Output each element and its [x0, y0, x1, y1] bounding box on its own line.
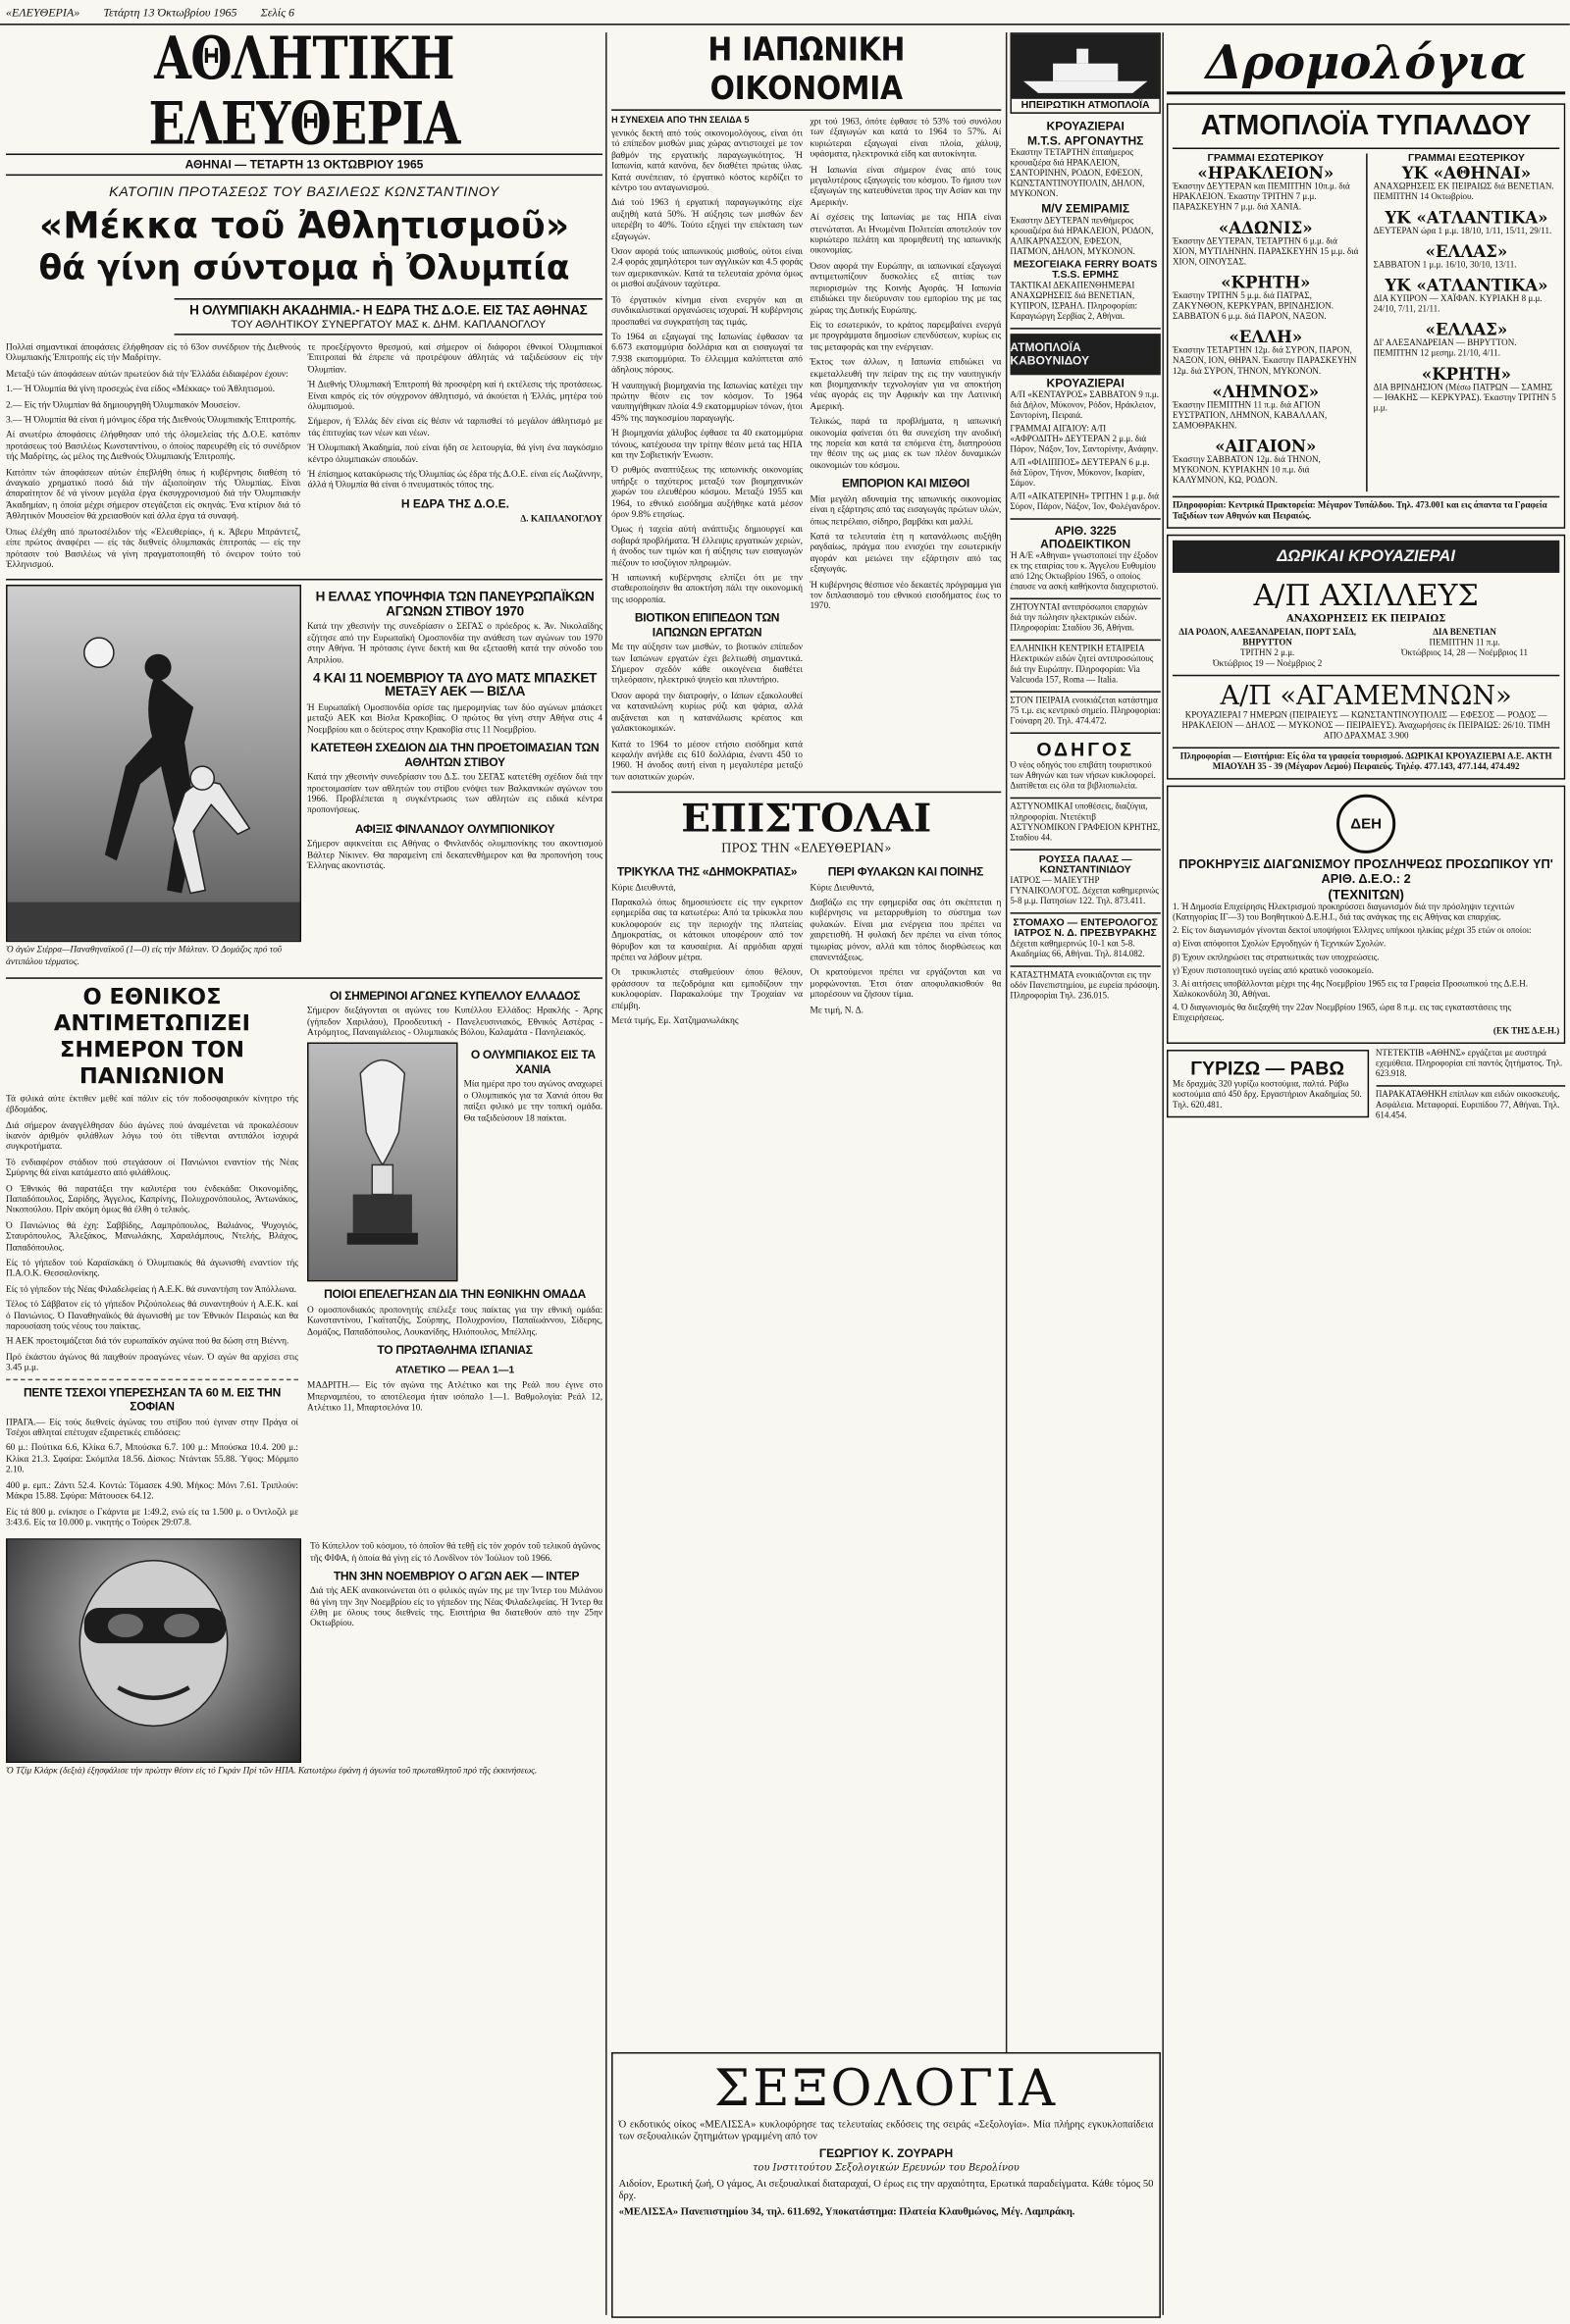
sub-edra: Η ΕΔΡΑ ΤΗΣ Δ.Ο.Ε.: [400, 496, 509, 511]
masthead-date: Τετάρτη 13 Όκτωβρίου 1965: [103, 5, 237, 19]
japan-col1-paragraph: Τό έργατικόν κίνημα είναι ενεργόν και αι συνδικαλιστικαί οργανώσεις ισχυραί. Ή κυβέρνησις προσπαθεί να συγκρατήση τας τιμάς.: [611, 294, 803, 328]
aek-inter-text: Διά τής ΑΕΚ ανακοινώνεται ότι ο φιλικός αγών της με την Ίντερ του Μιλάνου θά γίνη την 3ην Νοεμβρίου είς το γήπεδον της Νέας Φιλαδελφείας. Ή Ίντερ θα έλθη με όλους τους διεθνείς της. Εισιτήρια θα διατεθούν από την 25ην Οκτωβρίου.: [310, 1585, 603, 1629]
doriki-logo: [1173, 541, 1559, 573]
cup-heading: ΟΙ ΣΗΜΕΡΙΝΟΙ ΑΓΩΝΕΣ ΚΥΠΕΛΛΟΥ ΕΛΛΑΔΟΣ: [329, 988, 581, 1003]
letter-topic-2: ΠΕΡΙ ΦΥΛΑΚΩΝ ΚΑΙ ΠΟΙΝΗΣ: [827, 865, 984, 879]
route-entry: [1374, 365, 1560, 415]
route-ship-name: «ΚΡΗΤΗ»: [1421, 364, 1512, 385]
panionios-paragraph: Τά φιλικά αύτε έκτιθεν μεθέ καί πάλιν είς τόν ποδοσφαιρικόν κίνητρο τής έβδομάδος.: [6, 1093, 299, 1115]
dei-clause-paragraph: α) Είναι απόφοιτοι Σχολών Εργοδηγών ή Τεχνικών Σχολών.: [1172, 940, 1387, 950]
panionios-paragraph: Τό ενδιαφέρον στάδιον πού στεγάσουν οί Πανιώνιοι εναντίον τής Νέας Σμύρνης θά είναι κατάμεστο από φιλάθλους.: [6, 1157, 299, 1179]
japan-col2-paragraph: Αί σχέσεις της Ιαπωνίας με τας ΗΠΑ είναι στενώταται. Αι Ηνωμέναι Πολιτείαι αποτελούν τον κυριώτερο πελάτη και προμηθευτή της ιαπωνικής οικονομίας.: [810, 213, 1002, 257]
dromologia-banner: Δρομολόγια: [1167, 32, 1565, 94]
route-ship-name: «ΑΙΓΑΙΟΝ»: [1215, 437, 1317, 457]
driver-face-illustration: [8, 1540, 300, 1762]
letter-2-paragraph: Με τιμή, Ν. Δ.: [810, 1005, 864, 1015]
letter-2-paragraph: Κύριε Διευθυντά,: [810, 882, 874, 893]
external-routes: [1374, 164, 1560, 415]
letter-2-paragraph: Οι κρατούμενοι πρέπει να εργάζονται και να μορφώνονται. Έτσι όταν αποφυλακισθούν θα μπορέσουν να ζήσουν τίμια.: [810, 967, 1002, 1001]
column-rule: [1006, 32, 1008, 2315]
route-ship-name: «ΗΡΑΚΛΕΙΟΝ»: [1197, 164, 1334, 183]
panionios-article: [6, 1094, 298, 1374]
odigos-heading: ΟΔΗΓΟΣ: [1036, 738, 1135, 761]
route-entry: [1173, 328, 1359, 378]
five-czechs-paragraph: Είς τά 800 μ. ενίκησε ο Γκάρντα με 1:49.2, ενώ είς τα 1.500 μ. ο Όντλοζιλ με 3:43.6. Είς τα 10.000 μ. νικητής ο Τούρεκ 29:07.8.: [6, 1506, 299, 1528]
japan-income-paragraph: Με την αύξησιν των μισθών, το βιοτικόν επίπεδον των Ιαπώνων εργατών έχει βελτιωθή σημαντικά. Σήμερον σχεδόν κάθε οικογένεια διαθέτει τηλεόρασιν, ηλεκτρικό ψυγείο και πλυντήριο.: [611, 643, 803, 687]
five-czechs-article: [6, 1417, 298, 1528]
odigos-text: Ό νέος οδηγός του επιβάτη τουριστικού των Αθηνών και των νήσων κυκλοφορεί. Διατίθεται εις όλα τα βιβλιοπωλεία.: [1010, 761, 1156, 792]
letter-1-paragraph: Κύριε Διευθυντά,: [611, 882, 676, 893]
national-text: Ο ομοσπονδιακός προπονητής επέλεξε τους παίκτας για την εθνική ομάδα: Κωνσταντίνου, Γκαϊτατζής, Σούρπης, Πολυχρονίου, Παπαϊωάννου, Σίδερης, Δομάζος, Παπαδόπουλος, Λουκανίδης, Ηλιόπουλος, Μπέλλης.: [307, 1305, 603, 1338]
spain-heading: ΤΟ ΠΡΩΤΑΘΛΗΜΑ ΙΣΠΑΝΙΑΣ: [377, 1343, 533, 1358]
route-schedule: Έκαστην ΤΕΤΑΡΤΗΝ 12μ. διά ΣΥΡΟΝ, ΠΑΡΟΝ, ΝΑΞΟΝ, ΙΟΝ, ΘΗΡΑΝ. Έκαστην ΠΑΡΑΣΚΕΥΗΝ 12μ. διά ΣΥΡΟΝ, ΤΗΝΟΝ, ΜΥΚΟΝΟΝ.: [1172, 346, 1357, 377]
typaldou-title: ΑΤΜΟΠΛΟΪΑ ΤΥΠΑΛΔΟΥ: [1200, 110, 1532, 142]
agamemnon-text: ΚΡΟΥΑΖΙΕΡΑΙ 7 ΗΜΕΡΩΝ (ΠΕΙΡΑΙΕΥΣ — ΚΩΝΣΤΑΝΤΙΝΟΥΠΟΛΙΣ — ΕΦΕΣΟΣ — ΡΟΔΟΣ — ΗΡΑΚΛΕΙΟΝ — ΔΗΛΟΣ — ΜΥΚΟΝΟΣ — ΠΕΙΡΑΙΕΥΣ). Άναχωρήσεις έκ ΠΕΙΡΑΙΩΣ: 26/10. ΤΙΜΗ ΑΠΟ ΔΡΑΧΜΑΣ 3.900: [1181, 711, 1550, 742]
column-rule: [605, 32, 607, 2315]
national-heading: ΠΟΙΟΙ ΕΠΕΛΕΓΗΣΑΝ ΔΙΑ ΤΗΝ ΕΘΝΙΚΗΝ ΟΜΑΔΑ: [324, 1288, 586, 1302]
letter-topic-1: ΤΡΙΚΥΚΛΑ ΤΗΣ «ΔΗΜΟΚΡΑΤΙΑΣ»: [616, 865, 798, 879]
route-schedule: Έκαστην ΔΕΥΤΕΡΑΝ, ΤΕΤΑΡΤΗΝ 6 μ.μ. διά ΧΙΟΝ, ΜΥΤΙΛΗΝΗΝ. ΠΑΡΑΣΚΕΥΗΝ 15 μ.μ. διά ΧΙΟΝ, ΟΙΝΟΥΣΑΣ.: [1172, 237, 1359, 268]
route-schedule: Έκαστην ΔΕΥΤΕΡΑΝ και ΠΕΜΠΤΗΝ 10π.μ. διά ΗΡΑΚΛΕΙΟΝ. Έκαστην ΤΡΙΤΗΝ 7 μ.μ. ΠΑΡΑΣΚΕΥΗΝ 7 μ.μ. διά ΧΑΝΙΑ.: [1172, 182, 1350, 213]
lead-left-paragraph: Όπως έλέχθη από πρωτοσέλιδον τής «Έλευθερίας», ή κ. Άβερυ Μπράντετζ, είπε πρώτος άναφέρει — είς τάς διεθνείς όλυμπιακάς έπιτροπάς — είς την πρότασιν τού Βασιλέως νά γίνη πραγματοποιηθή τό όνειρον τούτο τού Έλληνισμού.: [6, 526, 301, 570]
panionios-paragraph: Πρό έκάστου άγώνος θά παιχθούν προαγώνες νέων. Ό αγών θα αρχίσει στις 3.45 μ.μ.: [6, 1352, 299, 1374]
lead-left-paragraph: Κατόπιν τών άποφάσεων αύτών έπεβλήθη όπως ή κυβέρνησις διαθέση τό άναγκαίο χρηματικό ποσό διά τήν άξιοποίησιν τής Όλυμπίας. Είναι άπαραίτητον δέ νά γίνουν μεγάλα έργα έκσυγχρονισμού διά τήν Όλυμπιακήν Άκαδημίαν, η όποία μέχρι σήμερον στεγάζεται είς σκηνάς. Ένα κτίριον διά τό Άθλητικόν Μουσείον θά χρειασθούν καί άλλα έργα τά συναφή.: [6, 467, 301, 522]
small-ad-2: ΣΤΟΝ ΠΕΙΡΑΙΑ ενοικιάζεται κατάστημα 75 τ.μ. εις κεντρικό σημείο. Πληροφορίαι: Γούναρη 20. Τηλ. 474.472.: [1010, 697, 1161, 727]
letter-1-paragraph: Οι τρικυκλιστές σταθμεύουν όπου θέλουν, φράσσουν τα πεζοδρόμια και εμποδίζουν την κυκλοφορίαν. Παρακαλούμε την Τροχαίαν να επέμβη.: [611, 967, 803, 1011]
route-schedule: Έκαστην ΠΕΜΠΤΗΝ 11 π.μ. διά ΑΓΙΟΝ ΕΥΣΤΡΑΤΙΟΝ, ΛΗΜΝΟΝ, ΚΑΒΑΛΛΑΝ, ΣΑΜΟΘΡΑΚΗΝ.: [1172, 401, 1328, 432]
arith-text: Ή Α/Ε «Αθηναι» γνωστοποιεί την έξοδον εκ της εταιρίας του κ. Άγγελου Ευθυμίου από 12ης Οκτωβρίου 1965, ο οποίος έπαυσε να ασκή καθήκοντα διαχειριστού.: [1010, 551, 1159, 593]
world-cup-trophy-icon: [309, 1045, 457, 1281]
chania-heading: Ο ΟΛΥΜΠΙΑΚΟΣ ΕΙΣ ΤΑ ΧΑΝΙΑ: [470, 1049, 596, 1077]
detective-ad: ΝΤΕΤΕΚΤΙΒ «ΑΘΗΝΣ» εργάζεται με αυστηρά εχεμύθεια. Πληροφορίαι επί παντός ζητήματος. Τηλ. 623.918.: [1375, 1050, 1563, 1080]
five-czechs-heading: ΠΕΝΤΕ ΤΣΕΧΟΙ ΥΠΕΡΕΣΗΣΑΝ ΤΑ 60 Μ. ΕΙΣ ΤΗΝ ΣΟΦΙΑΝ: [24, 1385, 281, 1414]
typaldou-info: Πληροφορίαι: Κεντρικά Πρακτορεία: Μέγαρον Τυπάλδου. Τηλ. 473.001 και εις άπαντα τα Γραφεία Ταξιδίων των Αθηνών και Πειραιώς.: [1172, 501, 1547, 522]
sexology-banner: ΣΕΞΟΛΟΓΙΑ: [713, 2059, 1059, 2119]
football-photo: [6, 585, 301, 942]
japan-income-article: [611, 643, 803, 783]
japan-income-heading: ΒΙΟΤΙΚΟΝ ΕΠΙΠΕΔΟΝ ΤΩΝ ΙΑΠΩΝΩΝ ΕΡΓΑΤΩΝ: [634, 611, 780, 640]
panionios-heading-2: ΣΗΜΕΡΟΝ ΤΟΝ ΠΑΝΙΩΝΙΟΝ: [59, 1036, 245, 1090]
column-rule: [1162, 32, 1164, 2315]
doriki-ad: [1167, 535, 1565, 780]
hotel-text: ΙΑΤΡΟΣ — ΜΑΙΕΥΤΗΡ ΓΥΝΑΙΚΟΛΟΓΟΣ. Δέχεται καθημερινώς 5-8 μ.μ. Πατησίων 122. Τηλ. 873.411.: [1010, 876, 1159, 907]
domestic-heading: ΓΡΑΜΜΑΙ ΕΣΩΤΕΡΙΚΟΥ: [1207, 153, 1325, 165]
small-ad-3: ΑΣΤΥΝΟΜΙΚΑΙ υποθέσεις, διαζύγια, πληροφορίαι. Ντετέκτιβ ΑΣΤΥΝΟΜΙΚΟΝ ΓΡΑΦΕΙΟΝ ΚΡΗΤΗΣ, Σταδίου 44.: [1010, 802, 1161, 844]
sports-banner: ΑΘΛΗΤΙΚΗ ΕΛΕΥΘΕΡΙΑ: [148, 32, 460, 159]
typaldou-ad: [1167, 103, 1565, 528]
japan-col2-paragraph: Τελικώς, παρά τα προβλήματα, η ιαπωνική οικονομία φαίνεται ότι θα συνεχίση την ανοδική της πορεία και κατά τα επόμενα έτη, διατηρούσα την θέσιν της ως μιας εκ των πλέον δυναμικών οικονομιών του κόσμου.: [810, 416, 1002, 471]
doctor-title: ΣΤΟΜΑΧΟ — ΕΝΤΕΡΟΛΟΓΟΣ ΙΑΤΡΟΣ Ν. Δ. ΠΡΕΣΒΥΡΑΚΗΣ: [1013, 918, 1158, 940]
chania-text: Μία ημέρα προ του αγώνος αναχωρεί ο Ολυμπιακός για τα Χανιά όπου θα παίξει φιλικό με την τοπική ομάδα. Θα ταξιδεύσουν 18 παίκται.: [463, 1079, 603, 1123]
ship-icon: [1012, 34, 1160, 99]
doriki-info: Πληροφορίαι — Εισιτήρια: Είς όλα τα γραφεία τουρισμού. ΔΩΡΙΚΑΙ ΚΡΟΥΑΖΙΕΡΑΙ Α.Ε. ΑΚΤΗ ΜΙΑΟΥΛΗ 35 - 39 (Μέγαρον Λεμού) Πειραιεύς. Τηλέφ. 477.143, 477.144, 474.492: [1179, 752, 1552, 773]
panionios-paragraph: Τέλος τό Σάββατον είς τό γήπεδον Ριζούπολεως θά συναντηθούν ή Α.Ε.Κ. καί ό Πανιώνιος. Ό Παναθηναϊκός θά άγωνισθή με τον Έθνικόν Πειραιώς και θα παρουσίαση τούς νέους του παίκτας.: [6, 1299, 299, 1332]
ach-left-day: ΤΡΙΤΗΝ 2 μ.μ.: [1239, 649, 1295, 659]
dei-logo: ΔΕΗ: [1350, 815, 1382, 833]
wanted-ad: ΖΗΤΟΥΝΤΑΙ αντιπρόσωποι επαρχιών διά την πώλησιν ηλεκτρικών ειδών. Πληροφορίαι: Σταδίου 36, Αθήναι.: [1010, 603, 1148, 634]
domestic-routes: [1173, 164, 1359, 488]
route-schedule: ΔΙΑ ΒΡΙΝΔΗΣΙΟΝ (Μέσω ΠΑΤΡΩΝ — ΣΑΜΗΣ — ΙΘΑΚΗΣ — ΚΕΡΚΥΡΑΣ). Έκαστην ΤΡΙΤΗΝ 5 μ.μ.: [1373, 384, 1556, 414]
kavounides-logo: [1010, 334, 1161, 375]
racing-driver-photo: [6, 1539, 301, 1764]
route-entry: [1374, 276, 1560, 316]
lead-left-paragraph: Μεταξύ τών άποφάσεων αύτών πρωτεύον διά τήν Έλλάδα έιδιαφέρον έχουν:: [6, 368, 288, 380]
lead-right-paragraph: Ή Όλυμπιακή Άκαδημία, πού είναι ήδη σε λειτουργία, θά γίνη ένα παγκόσμιο κέντρο όλυμπιακών σπουδών.: [307, 442, 603, 465]
small-ad-4: ΚΑΤΑΣΤΗΜΑΤΑ ενοικιάζονται εις την οδόν Πανεπιστημίου, με ευρεία πρόσοψη. Πληροφορίαι Τηλ. 236.015.: [1010, 971, 1160, 1002]
route-entry: [1173, 219, 1359, 269]
lead-left-paragraph: 3.— Ή Όλυμπία θά είναι ή μόνιμος έδρα τής Διεθνούς Όλυμπιακής Έπιτροπής.: [6, 414, 297, 426]
route-ship-name: «ΛΗΜΝΟΣ»: [1212, 382, 1320, 402]
external-heading: ΓΡΑΜΜΑΙ ΕΞΩΤΕΡΙΚΟΥ: [1407, 153, 1525, 165]
japan-trade-heading: ΕΜΠΟΡΙΟΝ ΚΑΙ ΜΙΣΘΟΙ: [841, 477, 969, 491]
route-schedule: ΔΙΑ ΚΥΠΡΟΝ — ΧΑΪΦΑΝ. ΚΥΡΙΑΚΗ 8 μ.μ. 24/10, 7/11, 21/11.: [1373, 295, 1543, 315]
argonaftis-title: Μ.Τ.S. ΑΡΓΟΝΑΥΤΗΣ: [1026, 133, 1144, 148]
japan-col1-paragraph: Διά τού 1963 ή εργατική παραγωγικότης είχε αυξηθή κατά 50%. Ή αύξησις των μισθών δεν υπερέβη το 40%. Τούτο εξηγεί την επέκταση των εξαγωγών.: [611, 198, 803, 242]
sports-headline-1: «Μέκκα τοῦ Ἀθλητισμοῦ»: [38, 203, 570, 247]
japan-trade-paragraph: Μία μεγάλη αδυναμία της ιαπωνικής οικονομίας είναι η εξάρτησις από τας εισαγωγάς πρώτων υλών, όπως πετρέλαιο, σίδηρο, βαμβάκι και μαλλί.: [810, 493, 1002, 527]
panionios-paragraph: Ό Πανιώνιος θά έχη: Σαββίδης, Λαμπρόπουλος, Βαλιάνος, Ψυχογιός, Σταυρόπουλος, Άλεξάκος, Μανωλάκης, Χαραλάμπους, Ντελής, Βλάχος, Παπαδόπουλος.: [6, 1220, 299, 1254]
panionios-paragraph: Ή ΑΕΚ προετοιμάζεται διά τόν ευρωπαϊκόν αγώνα πού θα δώση στη Βιέννη.: [6, 1336, 289, 1348]
sexology-author: ΓΕΩΡΓΙΟΥ Κ. ΖΟΥΡΑΡΗ: [818, 2146, 954, 2160]
japan-article-column-2: [810, 117, 1001, 471]
epirotiki-title: ΗΠΕΙΡΩΤΙΚΗ ΑΤΜΟΠΛΟΪΑ: [1020, 100, 1150, 111]
japan-col2-paragraph: Είς το εσωτερικόν, το κράτος παρεμβαίνει ενεργά με προγράμματα δημοσίων επενδύσεων, κυρίως εις τας μεταφοράς και την ενέργειαν.: [810, 320, 1002, 353]
masthead-page: Σελίς 6: [260, 5, 294, 19]
route-schedule: ΣΑΒΒΑΤΟΝ 1 μ.μ. 16/10, 30/10, 13/11.: [1373, 261, 1517, 271]
dei-clause-paragraph: 2. Είς τον διαγωνισμόν γίνονται δεκτοί υποψήφιοι Έλληνες υπήκοοι ηλικίας μέχρι 35 ετών οι οποίοι:: [1172, 927, 1532, 937]
sports-kicker: ΚΑΤΟΠΙΝ ΠΡΟΤΑΣΕΩΣ ΤΟΥ ΒΑΣΙΛΕΩΣ ΚΩΝΣΤΑΝΤΙΝΟΥ: [109, 184, 499, 201]
route-schedule: Έκαστην ΤΡΙΤΗΝ 5 μ.μ. διά ΠΑΤΡΑΣ, ΖΑΚΥΝΘΟΝ, ΚΕΡΚΥΡΑΝ, ΒΡΙΝΔΗΣΙΟΝ. ΣΑΒΒΑΤΟΝ 6 μ.μ. διά ΠΑΡΟΝ, ΝΑΞΟΝ.: [1172, 291, 1334, 323]
lead-right-paragraph: τε προεξέργοντο θρεσμού, καί σήμερον οί διάφοροι έθνικοί Όλυμπιακοί Έπιτροπαί θά έπρεπε νά προτρέψουν άθλητάς νά ταξιδεύσουν είς τήν Όλυμπίαν.: [307, 342, 603, 375]
dei-heading: ΠΡΟΚΗΡΥΞΙΣ ΔΙΑΓΩΝΙΣΜΟΥ ΠΡΟΣΛΗΨΕΩΣ ΠΡΟΣΩΠΙΚΟΥ ΥΠ' ΑΡΙΘ. Δ.Ε.Ο.: 2: [1178, 855, 1553, 886]
ach-left-head: ΔΙΑ ΡΟΔΟΝ, ΑΛΕΞΑΝΔΡΕΙΑΝ, ΠΟΡΤ ΣΑΪΔ, ΒΗΡΥΤΤΟΝ: [1178, 629, 1357, 648]
dei-clause-paragraph: 3. Αί αιτήσεις υποβάλλονται μέχρι της 4ης Νοεμβρίου 1965 εις τα Γραφεία Προσωπικού της Δ.Ε.Η. Χαλκοκονδύλη 30, Αθήναι.: [1172, 980, 1529, 1000]
dromologia-section: [1167, 32, 1565, 2315]
japan-trade-article: [810, 494, 1001, 612]
five-czechs-paragraph: 60 μ.: Πούτικα 6.6, Κλίκα 6.7, Μπούσκα 6.7. 100 μ.: Μπούσκα 10.4. 200 μ.: Κλίκα 21.3. Σφαίρα: Σκόμπλα 18.56. Δίσκος: Ντάντακ 55.88. Ύψος: Μόρμπο 2.10.: [6, 1443, 299, 1475]
storage-ad: ΠΑΡΑΚΑΤΑΘΗΚΗ επίπλων και ειδών οικοσκευής. Ασφάλεια. Μεταφοραί. Ευριπίδου 77, Αθήναι. Τηλ. 614.454.: [1375, 1091, 1560, 1121]
lead-left-paragraph: 2.— Είς τήν Όλυμπίαν θά δημιουργηθή Όλυμπιακόν Μουσείον.: [6, 399, 240, 410]
letter-1-paragraph: Παρακαλώ όπως δημοσιεύσετε είς την εγκριτον εφημερίδα σας τα κατωτέρω: Από τα τρίκυκλα που κυκλοφορούν εις την περιοχήν της πλατείας Δημοκρατίας, οι κάτοικοι υποφέρουν από τον θόρυβον και τα καυσαέρια. Αί αρμόδιαι αρχαί πρέπει να λάβουν μέτρα.: [611, 898, 803, 963]
classifieds-column: [1010, 32, 1161, 2315]
dei-subheading: (ΤΕΧΝΙΤΩΝ): [1328, 887, 1404, 903]
japan-col1-paragraph: Όσον αφορά τούς ιαπωνικούς μισθούς, ούτοι είναι 2.4 φοράς χαμηλότεροι των αγγλικών και 4.5 φοράς των αμερικανικών. Κατά τα τελευταία χρόνια όμως οι μισθοί αυξάνουν ταχύτερα.: [611, 246, 803, 290]
route-entry: [1374, 321, 1560, 361]
letter-1-text: [611, 882, 803, 1026]
finn-heading: ΑΦΙΞΙΣ ΦΙΝΛΑΝΔΟΥ ΟΛΥΜΠΙΟΝΙΚΟΥ: [354, 821, 555, 836]
kavounides-route-paragraph: ΓΡΑΜΜΑΙ ΑΙΓΑΙΟΥ: Α/Π «ΑΦΡΟΔΙΤΗ» ΔΕΥΤΕΡΑΝ 2 μ.μ. διά Πάρον, Νάξον, Ίον, Σαντορίνην, Ανάφην.: [1010, 425, 1159, 455]
japan-income-paragraph: Κατά το 1964 το μέσον ετήσιο εισόδημα κατά κεφαλήν ανήλθε εις 610 δολλάρια, έναντι 450 το 1960. Ή άνοδος αυτή είναι η μεγαλυτέρα μεταξύ των ασιατικών χωρών.: [611, 739, 803, 783]
dei-signature: (ΕΚ ΤΗΣ Δ.Ε.Η.): [1492, 1027, 1560, 1037]
route-ship-name: «ΕΛΛΗ»: [1229, 328, 1303, 347]
route-schedule: Έκαστην ΣΑΒΒΑΤΟΝ 12μ. διά ΤΗΝΟΝ, ΜΥΚΟΝΟΝ. ΚΥΡΙΑΚΗΝ 10 π.μ. διά ΚΑΛΥΜΝΟΝ, ΚΩ, ΡΟΔΟΝ.: [1172, 456, 1321, 487]
route-ship-name: ΥΚ «ΑΤΛΑΝΤΙΚΑ»: [1385, 276, 1548, 295]
japan-headline: Η ΙΑΠΩΝΙΚΗ ΟΙΚΟΝΟΜΙΑ: [611, 32, 1001, 111]
five-czechs-paragraph: 400 μ. εμπ.: Ζάντι 52.4. Κοντώ: Τόμασεκ 4.90. Μήκος: Μόνι 7.61. Τριπλούν: Μάκρα 15.88. Σφύρα: Μάτουσεκ 64.12.: [6, 1480, 299, 1502]
kavounides-route-paragraph: Α/Π «ΚΕΝΤΑΥΡΟΣ» ΣΑΒΒΑΤΟΝ 9 π.μ. διά Δήλον, Μύκονον, Ρόδον, Ηράκλειον, Σαντορίνη, Πειραιά.: [1010, 390, 1160, 421]
route-ship-name: ΥΚ «ΑΤΛΑΝΤΙΚΑ»: [1385, 208, 1548, 228]
kavounides-route-paragraph: Α/Π «ΑΙΚΑΤΕΡΙΝΗ» ΤΡΙΤΗΝ 1 μ.μ. διά Σύρον, Πάρον, Νάξον, Ίον, Φολέγανδρον.: [1010, 492, 1161, 513]
page-masthead: [0, 0, 1570, 26]
lead-left-paragraph: Αί ανωτέρω άποφάσεις έλήφθησαν υπό τής όλομελείας τής Δ.Ο.Ε. κατόπιν προτάσεως τού Βασιλέως Κωνσταντίνου, ο όποίος παρευρέθη είς τό συνέδριον τής Μαδρίτης, ώς μέλος της Διεθνούς Όλυμπιακής Έπιτροπής.: [6, 430, 301, 463]
small-ad-1: ΕΛΛΗΝΙΚΗ ΚΕΝΤΡΙΚΗ ΕΤΑΙΡΕΙΑ Ηλεκτρικών ειδών ζητεί αντιπροσώπους διά την Ευρώπην. Πληροφορίαι: Via Valcuoda 157, Roma — Italia.: [1010, 645, 1154, 686]
dei-clause-paragraph: γ) Έχουν πιστοποιητικό υγείας από κρατικό νοσοκομείο.: [1172, 966, 1374, 976]
sports-byline: ΤΟΥ ΑΘΛΗΤΙΚΟΥ ΣΥΝΕΡΓΑΤΟΥ ΜΑΣ κ. ΔΗΜ. ΚΑΠΛΑΝΟΓΛΟΥ: [175, 318, 602, 336]
hotel-title: ΡΟΥΣΣΑ ΠΑΛΑΣ — ΚΩΝΣΤΑΝΤΙΝΙΔΟΥ: [1038, 854, 1132, 876]
route-entry: [1173, 437, 1359, 487]
japan-col1-paragraph: Ή βιομηχανία χάλυβος έφθασε τα 40 εκατομμύρια τόνους, κατέχουσα την τρίτην θέσιν μετά τας ΗΠΑ και την Σοβιετικήν Ένωσιν.: [611, 428, 803, 461]
route-schedule: ΔΙ' ΑΛΕΞΑΝΔΡΕΙΑΝ — ΒΗΡΥΤΤΟΝ. ΠΕΜΠΤΗΝ 12 μεσημ. 21/10, 4/11.: [1373, 339, 1517, 359]
five-czechs-paragraph: ΠΡΑΓΑ.— Είς τούς διεθνείς άγώνας του στίβου πού έγιναν στην Πράγα οί Τσέχοι αθληταί επέτυχαν εξαιρετικές επιδόσεις:: [6, 1417, 299, 1438]
letter-2-paragraph: Διαβάζω εις την εφημερίδα σας ότι σκέπτεται η κυβέρνησις να μεταρρυθμίση το σύστημα των φυλακών. Είναι μια ενέργεια που πρέπει να χαιρετισθή. Ή φυλακή δεν πρέπει να είναι τόπος τιμωρίας μόνον, αλλά και τόπος διορθώσεως και επανεντάξεως.: [810, 898, 1002, 963]
semiramis-text: Έκαστην ΔΕΥΤΕΡΑΝ πενθήμερος κρουαζιέρα διά ΗΡΑΚΛΕΙΟΝ, ΡΟΔΟΝ, ΑΛΙΚΑΡΝΑΣΣΟΝ, ΕΦΕΣΟΝ, ΠΑΤΜΟΝ, ΔΗΛΟΝ, ΜΥΚΟΝΟΝ.: [1010, 217, 1154, 257]
spain-subheading: ΑΤΛΕΤΙΚΟ — ΡΕΑΛ 1—1: [394, 1365, 515, 1376]
japan-section: [611, 32, 1001, 2315]
japan-col2-paragraph: Όσον αφορά την Ευρώπην, αι ιαπωνικαί εξαγωγαί αντιμετωπίζουν δυσκολίες εξ αιτίας των περιορισμών της Κοινής Αγοράς. Ή Ιαπωνία επιδιώκει την διεύρυνσιν του εμπορίου της με τας χώρας της Δυτικής Ευρώπης.: [810, 261, 1002, 316]
lead-article-left: [6, 342, 300, 575]
ferry-text: ΤΑΚΤΙΚΑΙ ΔΕΚΑΠΕΝΘΗΜΕΡΑΙ ΑΝΑΧΩΡΗΣΕΙΣ διά ΒΕΝΕΤΙΑΝ, ΚΥΠΡΟΝ, ΙΣΡΑΗΛ. Πληροφορίαι: Καραγιώργη Σερβίας 2, Αθήναι.: [1010, 282, 1138, 323]
route-ship-name: «ΕΛΛΑΣ»: [1425, 241, 1508, 262]
gyrizo-ad: [1167, 1050, 1368, 1117]
route-ship-name: «ΕΛΛΑΣ»: [1425, 320, 1508, 340]
panionios-paragraph: Είς τό γήπεδον τού Καραϊσκάκη ό Όλυμπιακός θά άγωνισθή εναντίον τής Π.Α.Ο.Κ. Θεσσαλονίκης.: [6, 1258, 299, 1279]
argonaftis-text: Έκαστην ΤΕΤΑΡΤΗΝ έπταήμερος κρουαζιέρα διά ΗΡΑΚΛΕΙΟΝ, ΣΑΝΤΟΡΙΝΗΝ, ΡΟΔΟΝ, ΕΦΕΣΟΝ, ΚΩΝΣΤΑΝΤΙΝΟΥΠΟΛΙΝ, ΔΗΛΟΝ, ΜΥΚΟΝΟΝ.: [1010, 149, 1145, 200]
panionios-heading-1: Ο ΕΘΝΙΚΟΣ ΑΝΤΙΜΕΤΩΠΙΖΕΙ: [53, 982, 251, 1037]
sports-date-line: ΑΘΗΝΑΙ — ΤΕΤΑΡΤΗ 13 ΟΚΤΩΒΡΙΟΥ 1965: [6, 154, 602, 177]
lead-right-paragraph: Σήμερον, ή Έλλάς δέν είναι είς θέσιν νά ταρπισθεί τό μεγάλον άθλητισμό με τάς έπιτυχίας των νέων και νέων.: [307, 417, 603, 439]
panionios-paragraph: Είς τό γήπεδον τής Νέας Φιλαδελφείας ή Α.Ε.Κ. θά συναντήση τον Άπόλλωνα.: [6, 1284, 297, 1295]
panionios-paragraph: Ο Έθνικός θά παρατάξει την καλυτέρα του ένδεκάδα: Οικονομίδης, Παπαδόπουλος, Σαρίδης, Άγγελος, Καπρίνης, Πολυχρονόπουλος, Άντωνάκος, Νικοπούλου. Πρίν ακόμη όμως θά έλθη ό τελικός.: [6, 1183, 299, 1216]
driver-photo-caption: Ὁ Τζίμ Κλάρκ (δεξιά) ἐξησφάλισε τήν πρώτην θέσιν εἰς τό Γκράν Πρί τῶν ΗΠΑ. Κατωτέρω ἐφάνη ἡ ἀγωνία τοῦ πρωταθλητοῦ πρό τῆς ἐκκινήσεως.: [6, 1766, 538, 1777]
gyrizo-text: Με δραχμάς 320 γυρίζω κοστούμια, παλτά. Ράβω κοστούμια από 450 δρχ. Εργαστήριον Ακαδημίας 50. Τηλ. 620.481.: [1172, 1080, 1362, 1110]
letter-1-paragraph: Μετά τιμής, Εμ. Χατζημανωλάκης: [611, 1015, 739, 1027]
japan-article-column-1: [611, 129, 803, 605]
lead-right-paragraph: Ή έπίσημος κατακύρωσις τής Όλυμπίας ώς έδρα τής Δ.Ο.Ε. είναι είς Λωζάννην, άλλά ή Όλυμπία θά είναι ό πνευματικός τόπος της.: [307, 469, 603, 491]
sexology-ad: [611, 2052, 1161, 2318]
candidacy-text: Κατά την χθεσινήν της συνεδρίασιν ο ΣΕΓΑΣ ο πρόεδρος κ. Άν. Νικολαΐδης εζήτησε από την Ευρωπαϊκή Ομοσπονδία την ανάθεση των αγώνων του 1970 στην Αθήνα. Ή πρότασις έγινε δεκτή και θα εξετασθή κατά την σύνοδο του Απριλίου.: [307, 622, 603, 666]
candidacy-heading: Η ΕΛΛΑΣ ΥΠΟΨΗΦΙΑ ΤΩΝ ΠΑΝΕΥΡΩΠΑΪΚΩΝ ΑΓΩΝΩΝ ΣΤΙΒΟΥ 1970: [315, 589, 595, 619]
football-photo-caption: Ὁ ἀγών Σιέρρα—Παναθηναϊκοῦ (1—0) εἰς τήν Μάλταν. Ὁ Δομάζος πρό τοῦ ἀντιπάλου τέρματος.: [6, 945, 283, 967]
achilleus-sub: ΑΝΑΧΩΡΗΣΕΙΣ ΕΚ ΠΕΙΡΑΙΩΣ: [1286, 612, 1446, 625]
sexology-author-sub: του Ινστιτούτου Σεξολογικών Ερευνών του Βερολίνου: [753, 2161, 1020, 2174]
doriki-title: ΔΩΡΙΚΑΙ ΚΡΟΥΑΖΙΕΡΑΙ: [1277, 547, 1455, 566]
lead-article-right: [308, 342, 602, 491]
semiramis-title: Μ/V ΣΕΜΙΡΑΜΙΣ: [1041, 202, 1130, 216]
japan-col1-paragraph: Το 1964 αι εξαγωγαί της Ιαπωνίας έφθασαν τα 6.673 εκατομμύρια δολλάρια και αι εισαγωγαί τα 7.938 εκατομμύρια. Το έλλειμμα καλύπτεται από άδηλους πόρους.: [611, 332, 803, 376]
sexology-text: Ό εκδοτικός οίκος «ΜΕΛΙΣΣΑ» κυκλοφόρησε τας τελευταίας εκδόσεις της σειράς «Σεξολογία». Μία πλήρης εγκυκλοπαίδεια των σεξουαλικών ζητημάτων γραμμένη από τον: [618, 2118, 1154, 2143]
finn-text: Σήμερον αφικνείται εις Αθήνας ο Φινλανδός ολυμπιονίκης του ακοντισμού Βάλτερ Νίκινεν. Θα παραμείνη επί δεκαπενθήμερον και θα προπονήση τους Έλληνας ακοντιστάς.: [307, 839, 603, 872]
agamemnon-title: Α/Π «ΑΓΑΜΕΜΝΩΝ»: [1220, 680, 1512, 712]
route-ship-name: ΥΚ «ΑΘΗΝΑΙ»: [1401, 164, 1532, 183]
panionios-paragraph: Διά σήμερον άναγγέλθησαν δύο άγώνες πού άναμένεται νά προκαλέσουν ίκανόν άριθμόν φιλάθλων λόγω τού ότι τίθενται αντιπάλοι ίσχυρά συγκροτήματα.: [6, 1119, 299, 1153]
japan-trade-paragraph: Κατά τα τελευταία έτη η κατανάλωσις αυξήθη ραγδαίως, πράγμα που ενισχύει την εσωτερικήν αγοράν και μειώνει την εξάρτησιν από τας εξαγωγάς.: [810, 531, 1002, 575]
november-text: Ή Ευρωπαϊκή Ομοσπονδία ορίσε τας ημερομηνίας των δύο αγώνων μπάσκετ μεταξύ ΑΕΚ και Βίσλα Κρακοβίας. Ο πρώτος θα γίνη στην Αθήνα στις 4 Νοεμβρίου και ο δεύτερος στην Κρακοβία στις 11 Νοεμβρίου.: [307, 702, 603, 736]
masthead-paper: «ΕΛΕΥΘΕΡΙΑ»: [6, 5, 80, 19]
sports-subhead: Η ΟΛΥΜΠΙΑΚΗ ΑΚΑΔΗΜΙΑ.- Η ΕΔΡΑ ΤΗΣ Δ.Ο.Ε. ΕΙΣ ΤΑΣ ΑΘΗΝΑΣ: [175, 298, 602, 318]
lead-left-paragraph: 1.— Ή Όλυμπία θά γίνη προσεχώς ένα είδος «Μέκκας» τού Άθλητισμού.: [6, 384, 275, 395]
doctor-text: Δέχεται καθημερινώς 10-1 και 5-8. Ακαδημίας 66, Αθήναι. Τηλ. 814.082.: [1010, 940, 1145, 960]
november-heading: 4 ΚΑΙ 11 ΝΟΕΜΒΡΙΟΥ ΤΑ ΔΥΟ ΜΑΤΣ ΜΠΑΣΚΕΤ ΜΕΤΑΞΥ ΑΕΚ — ΒΙΣΛΑ: [313, 670, 598, 699]
dei-clause-paragraph: 4. Ό διαγωνισμός θα διεξαχθή την 22αν Νοεμβρίου 1965, ώρα 8 π.μ. εις τας εγκαταστάσεις της Επιχειρήσεως.: [1172, 1004, 1512, 1023]
route-entry: [1173, 164, 1359, 214]
lead-signature: Δ. ΚΑΠΛΑΝΟΓΛΟΥ: [520, 514, 603, 525]
japan-col1-paragraph: Ή ναυπηγική βιομηχανία της Ιαπωνίας κατέχει την πρώτην θέσιν εις τον κόσμον. Το 1964 ναυπηγήθηκαν πλοία 4.9 εκατομμυρίων τόνων, ήτοι 45% της παγκοσμίου παραγωγής.: [611, 380, 803, 424]
route-schedule: ΑΝΑΧΩΡΗΣΕΙΣ ΕΚ ΠΕΙΡΑΙΩΣ διά ΒΕΝΕΤΙΑΝ. ΠΕΜΠΤΗΝ 14 Οκτωβρίου.: [1373, 182, 1554, 203]
ach-left-dates: Όκτώβριος 19 — Νοέμβριος 2: [1213, 659, 1323, 669]
sexology-contact: «ΜΕΛΙΣΣΑ» Πανεπιστημίου 34, τηλ. 611.692, Υποκατάστημα: Πλατεία Κλαυθμώνος, Μέγ. Λαμπράκη.: [618, 2205, 1075, 2218]
route-entry: [1374, 208, 1560, 237]
letter-2-text: [810, 882, 1001, 1015]
kavounides-schedule: [1010, 391, 1161, 514]
epirotiki-ad: [1010, 32, 1161, 114]
dei-clause-paragraph: β) Έχουν εκπληρώσει τας στρατιωτικάς των υποχρεώσεις.: [1172, 954, 1380, 963]
dei-ad: [1167, 786, 1565, 1044]
route-entry: [1374, 242, 1560, 272]
cruises-heading: ΚΡΟΥΑΖΙΕΡΑΙ: [1046, 119, 1125, 133]
japan-col2-paragraph: Ή Ιαπωνία είναι σήμερον ένας από τους μεγαλυτέρους εξαγωγείς του κόσμου. Το ήμισυ των εξαγωγών της κατευθύνεται προς την Ασίαν και την Αμερικήν.: [810, 164, 1002, 208]
japan-col1-paragraph: Όμως ή ταχεία αύτή ανάπτυξις δημιουργεί και σοβαρά προβλήματα. Ή έλλειψις εργατικών χεριών, ή άνοδος των τιμών και ή αύξησις των εισαγωγών πιέζουν το ισοζύγιον πληρωμών.: [611, 524, 803, 568]
arith-heading: ΑΡΙΘ. 3225 ΑΠΟΔΕΙΚΤΙΚΟΝ: [1040, 524, 1131, 551]
dei-logo-icon: [1336, 795, 1395, 853]
lead-left-paragraph: Πολλαί σημαντικαί άποφάσεις έλήφθησαν είς τό 63ον συνέδριον τής Διεθνούς Όλυμπιακής Έπιτροπής είς τήν Μαδρίτην.: [6, 342, 301, 364]
aek-inter-heading: ΤΗΝ 3ΗΝ ΝΟΕΜΒΡΙΟΥ Ο ΑΓΩΝ ΑΕΚ — ΙΝΤΕΡ: [333, 1569, 580, 1582]
sports-section: [6, 32, 602, 2315]
letters-banner: ΕΠΙΣΤΟΛΑΙ: [681, 797, 932, 843]
route-entry: [1173, 383, 1359, 433]
japan-col2-paragraph: χρι τού 1963, όπότε έφθασε τό 53% τού συνόλου των έξαγωγών και κατά το 1964 το 57%. Αί κυριώτεραι εξαγωγαί είναι πλοία, χάλυψ, υφάσματα, ηλεκτρονικά είδη και αυτοκίνητα.: [810, 116, 1002, 160]
ferry-title: ΜΕΣΟΓΕΙΑΚΑ FERRY BOATS Τ.S.S. ΕΡΜΗΣ: [1013, 259, 1158, 281]
plan-heading: ΚΑΤΕΤΕΘΗ ΣΧΕΔΙΟΝ ΔΙΑ ΤΗΝ ΠΡΟΕΤΟΙΜΑΣΙΑΝ ΤΩΝ ΑΘΛΗΤΩΝ ΣΤΙΒΟΥ: [310, 741, 600, 769]
japan-trade-paragraph: Ή κυβέρνησις θέσπισε νέο δεκαετές πρόγραμμα για τον διπλασιασμό του εθνικού εισοδήματος έως το 1970.: [810, 579, 1002, 612]
kavounides-title: ΑΤΜΟΠΛΟΪΑ ΚΑΒΟΥΝΙΔΟΥ: [1010, 340, 1090, 368]
letters-addressee: ΠΡΟΣ ΤΗΝ «ΕΛΕΥΘΕΡΙΑΝ»: [721, 842, 892, 855]
japan-income-paragraph: Όσον αφορά την διατροφήν, ο Ιάπων εξακολουθεί να καταναλώνη κυρίως ρύζι και ψάρια, αλλά αυξάνεται και η κατανάλωσις κρέατος και γαλακτοκομικών.: [611, 691, 803, 735]
achilleus-title: Α/Π ΑΧΙΛΛΕΥΣ: [1253, 577, 1479, 613]
route-entry: [1374, 164, 1560, 204]
japan-continued: Η ΣΥΝΕΧΕΙΑ ΑΠΟ ΤΗΝ ΣΕΛΙΔΑ 5: [611, 116, 750, 126]
dei-clause-paragraph: 1. Ή Δημοσία Επιχείρησις Ηλεκτρισμού προκηρύσσει διαγωνισμόν διά την πρόσληψιν τεχνιτών (Κατηγορίας ΙΓ—3) του Βοηθητικού Δ.Ε.Η.Ι., διά τας ανάγκας της εις Αθήνας και επαρχίας.: [1172, 904, 1515, 923]
sexology-books: Αιδοίον, Ερωτική ζωή, Ο γάμος, Αι σεξουαλικαί διαταραχαί, Ο έρως εις την αρχαιότητα, Ερωτικά παραδείγματα. Κάθε τόμος 50 δρχ.: [618, 2177, 1154, 2201]
world-cup-photo: [307, 1043, 458, 1282]
ach-right-head: ΔΙΑ ΒΕΝΕΤΙΑΝ: [1433, 629, 1496, 639]
japan-col1-paragraph: Ή ιαπωνική κυβέρνησις ελπίζει ότι με την σταθεροποίησιν θα αποκτήση πάλι την οικονομική της ισορροπία.: [611, 572, 803, 605]
japan-col1-paragraph: γενικός δεκτή από τούς οικονομολόγους, είναι ότι τό επίπεδον μισθών μιας χώρας αντιστοιχεί με τον βαθμόν της εργατικής παραγωγικότητος. Ή Ιαπωνία, κατά κανόνα, δεν διαθέτει πρώτας ύλας. Κατά συνέπειαν, τό έργατικό κόστος κερδίζει το κέντρο του ανταγωνισμού.: [611, 128, 803, 194]
kavounides-route-paragraph: Α/Π «ΦΙΛΙΠΠΟΣ» ΔΕΥΤΕΡΑΝ 6 μ.μ. διά Σύρον, Τήνον, Μύκονον, Ικαρίαν, Σάμον.: [1010, 459, 1150, 490]
route-ship-name: «ΚΡΗΤΗ»: [1221, 273, 1311, 292]
kav-cruises-heading: ΚΡΟΥΑΖΙΕΡΑΙ: [1046, 376, 1125, 390]
route-entry: [1173, 273, 1359, 323]
ach-right-day: ΠΕΜΠΤΗΝ 11 π.μ.: [1429, 639, 1500, 648]
plan-text: Κατά την χθεσινήν συνεδρίασιν του Δ.Σ. του ΣΕΓΑΣ κατετέθη σχέδιον διά την προετοιμασίαν των αθλητών του στίβου ενόψει των Βαλκανικών αγώνων του 1966. Προβλέπεται η συγκέντρωσις των αθλητών εις ειδικά κέντρα προπονήσεως.: [307, 772, 603, 816]
ach-right-dates: Όκτώβριος 14, 28 — Νοέμβριος 11: [1401, 649, 1529, 659]
lead-right-paragraph: Ή Διεθνής Όλυμπιακή Έπιτροπή θά προσφέρη καί ή εκτέλεσις τής προτάσεως. Είναι καιρός είς τόν σύγχρονον άθλητισμό, νά άκούεται ή Έλλάς, μητέρα τού όλυμπισμού.: [307, 380, 603, 412]
dei-text: [1173, 904, 1559, 1024]
japan-col1-paragraph: Ό ρυθμός αναπτύξεως της ιαπωνικής οικονομίας υπήρξε ο ταχύτερος μεταξύ των βιομηχανικών χωρών του ελευθέρου κόσμου. Μεταξύ 1955 και 1964, το εθνικό εισόδημα αυξήθηκε κατά μέσον όρον 9.8% ετησίως.: [611, 465, 803, 520]
route-schedule: ΔΕΥΤΕΡΑΝ ώρα 1 μ.μ. 18/10, 1/11, 15/11, 29/11.: [1373, 227, 1552, 236]
japan-col2-paragraph: Έκτος των άλλων, η Ιαπωνία επιδιώκει να εκμεταλλευθή την πείραν της εις την ναυπηγικήν και βιομηχανικήν τεχνολογίαν για να αποκτήση νέας αγοράς εις την Αφρικήν και την Λατινική Αμερική.: [810, 357, 1002, 412]
gyrizo-title: ΓΥΡΙΖΩ — ΡΑΒΩ: [1190, 1057, 1345, 1080]
football-illustration: [8, 587, 300, 941]
cup-photo-caption: Τό Κύπελλον τοῦ κόσμου, τό ὁποῖον θά τεθῇ εἰς τόν χορόν τοῦ τελικοῦ ἀγῶνος τῆς ΦΙΦΑ, ἡ ὁποία θά γίνῃ εἰς τό Λονδῖνον τόν Ἰούλιον τοῦ 1966.: [310, 1541, 601, 1564]
cup-text: Σήμερον διεξάγονται οι αγώνες του Κυπέλλου Ελλάδος: Ηρακλής - Άρης (γήπεδον Χαριλάου), Προοδευτική - Πανελευσινιακός, Εθνικός Αστέρας - Ατρόμητος, Παναιγιάλειος - Ολυμπιακός Βόλου, Καλαμάτα - Πανηλειακός.: [307, 1006, 603, 1039]
sports-headline-2: θά γίνη σύντομα ἡ Ὀλυμπία: [38, 249, 570, 288]
spain-text: ΜΑΔΡΙΤΗ.— Είς τόν αγώνα της Ατλέτικο και της Ρεάλ που έγινε στο Μπερναμπέου, το αποτέλεσμα ήταν ισόπαλο 1—1. Βαθμολογία: Ρεάλ 12, Ατλέτικο 11, Μπαρτσελόνα 10.: [307, 1380, 603, 1414]
route-ship-name: «ΑΔΩΝΙΣ»: [1218, 218, 1313, 238]
